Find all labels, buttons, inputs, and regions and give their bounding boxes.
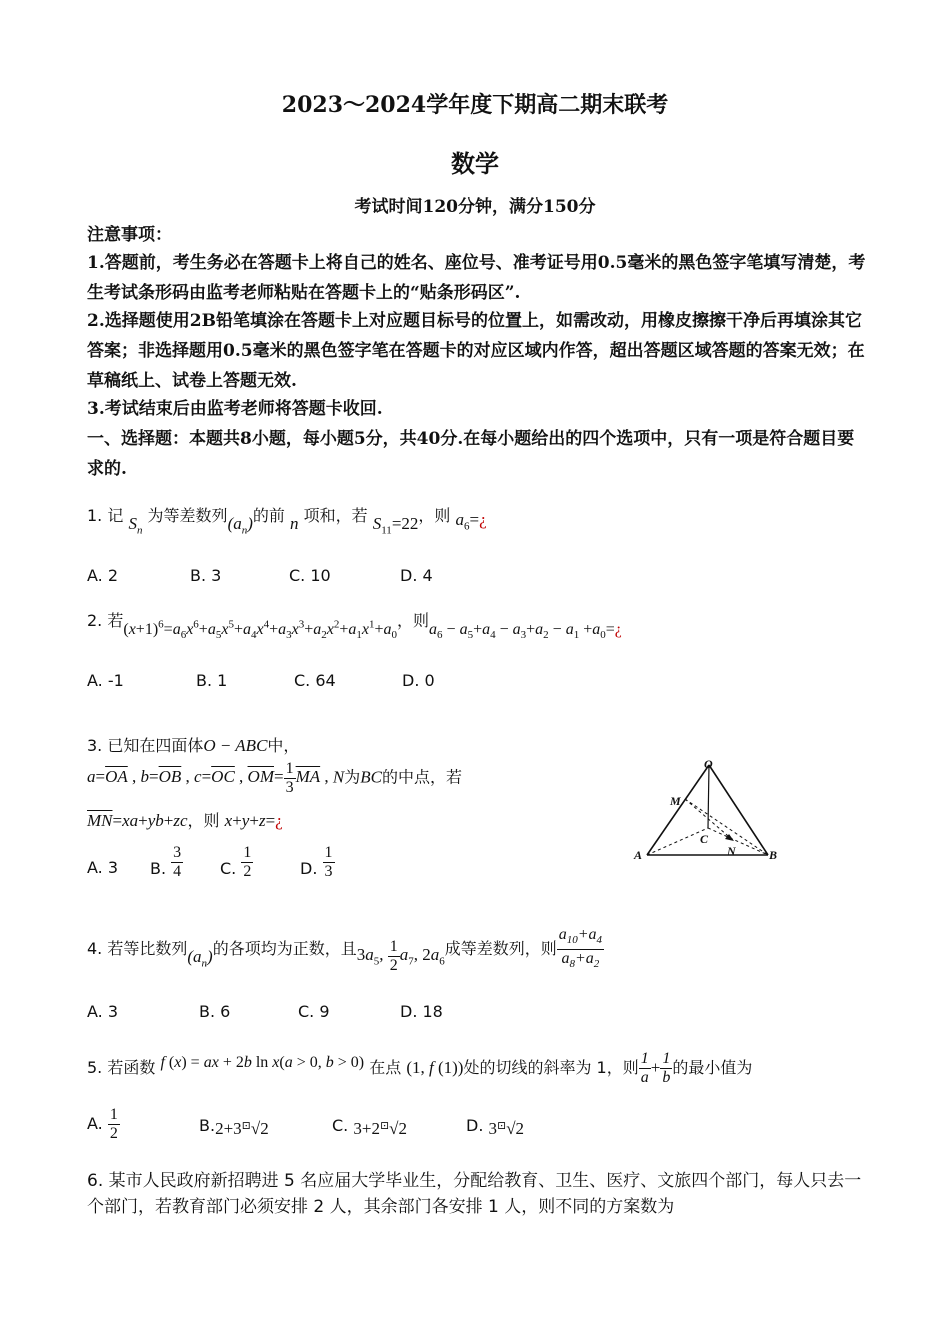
q2-t1: ，则	[397, 611, 430, 630]
q3-option-c[interactable]	[220, 844, 253, 881]
q3-lead: 3. 已知在四面体	[87, 736, 204, 755]
q5-point: (1, f (1))	[406, 1058, 464, 1077]
q3-frac-1-2: $\frac{1}{2}$	[243, 844, 252, 880]
q1-t2: 的前	[252, 506, 285, 525]
q3-option-a[interactable]: A. 3	[87, 858, 119, 877]
notice-heading: 注意事项：	[87, 225, 172, 245]
question-4	[87, 926, 604, 973]
q1-cond: $S_{11}=22$	[372, 514, 419, 537]
q3-frac-1-3b: $\frac{1}{3}$	[324, 844, 333, 880]
q4-option-a[interactable]: A. 3	[87, 1002, 119, 1021]
q4-t2: 成等差数列，则	[444, 939, 557, 959]
label-o: O	[704, 757, 713, 771]
q2-ask: $a_6 - a_5+a_4 - a_3+a_2 - a_1$ $+a_0=¿$	[429, 621, 622, 642]
q2-option-b[interactable]: B. 1	[196, 671, 228, 690]
q2-option-d[interactable]: D. 0	[402, 671, 435, 690]
q2-option-c[interactable]: C. 64	[294, 671, 336, 690]
q1-t3: 项和，若	[303, 506, 368, 525]
q3-mn: $\overline{MN}=xa+yb+zc$	[87, 811, 188, 830]
q3-n: N	[332, 767, 345, 787]
q1-t4: ，则	[418, 506, 451, 525]
question-3-line-1	[87, 733, 299, 756]
q5-t2: 处的切线的斜率为 1，则	[463, 1058, 639, 1077]
q4-option-d[interactable]: D. 18	[400, 1002, 443, 1021]
q4-t1: 的各项均为正数，且	[212, 939, 357, 959]
notice-item-2: 2.选择题使用2B铅笔填涂在答题卡上对应题目标号的位置上，如需改动，用橡皮擦擦干净后再填涂其它答案；非选择题用0.5毫米的黑色签字笔在答题卡的对应区域内作答，超出答题区域答题的答案无效；在草稿纸上、试卷上答题无效.	[87, 311, 865, 391]
q4-lead: 4. 若等比数列	[87, 939, 188, 959]
q5-sum: $\frac{1}{a}$	[640, 1050, 649, 1086]
label-m: M	[670, 794, 681, 808]
q2-option-a[interactable]: A. -1	[87, 671, 124, 690]
q4-an: $(a_n)$	[187, 947, 213, 970]
q3-bc: BC	[360, 767, 382, 787]
tetrahedron-figure	[628, 755, 788, 867]
q5-t3: 的最小值为	[672, 1058, 753, 1077]
subject-title: 数学	[451, 149, 499, 178]
q3-ask: x+y+z=¿	[224, 811, 283, 830]
question-2	[87, 608, 622, 642]
q5-t1: 在点	[369, 1058, 402, 1077]
edge-ob	[709, 765, 768, 855]
q3-frac-1-3: $\frac{1}{3}$	[285, 760, 294, 796]
q2-lead: 2. 若	[87, 611, 124, 630]
q1-t1: 为等差数列	[147, 506, 228, 525]
q3-t4: ，则	[187, 811, 220, 830]
q4-terms: $3a_5$, $\frac{1}{2}$ $a_7$, $2a_6$	[356, 937, 445, 974]
q5-frac-1-2: $\frac{1}{2}$	[109, 1106, 118, 1142]
question-3-line-2	[87, 760, 462, 797]
q4-ratio: $\frac{a_{10}+a_4}{a_8+a_2}$	[558, 926, 603, 971]
notice-item-3: 3.考试结束后由监考老师将答题卡收回.	[87, 399, 383, 419]
q1-option-d[interactable]: D. 4	[400, 566, 433, 585]
q3-t1: 中，	[267, 736, 300, 755]
q1-sn: $S_n$	[128, 514, 143, 537]
exam-info: 考试时间120分钟，满分150分	[354, 197, 596, 217]
q1-option-b[interactable]: B. 3	[190, 566, 222, 585]
q5-lead: 5. 若函数	[87, 1058, 156, 1077]
label-a: A	[634, 848, 643, 862]
label-c: C	[700, 832, 709, 846]
q3-option-b-label: B.	[150, 859, 167, 878]
q1-ask: $a_6=¿$	[455, 510, 487, 533]
q5-option-a[interactable]	[87, 1106, 120, 1143]
question-6: 6. 某市人民政府新招聘进 5 名应届大学毕业生，分配给教育、卫生、医疗、文旅四个部门，每人只去一个部门，若教育部门必须安排 2 人，其余部门各安排 1 人，则不同的方案数为	[87, 1171, 862, 1217]
q1-an: $(a_n)$	[227, 514, 253, 537]
q3-frac-3-4: $\frac{3}{4}$	[173, 844, 182, 880]
q3-option-c-label: C.	[220, 859, 237, 878]
q3-option-d-label: D.	[300, 859, 318, 878]
exam-title: 2023～2024学年度下期高二期末联考	[281, 92, 669, 118]
q3-t2: 为	[344, 767, 361, 787]
q5-option-c-label: C.	[332, 1116, 349, 1135]
q5-option-b[interactable]: B.2+3⊡√2	[199, 1116, 269, 1138]
q5-option-d-label: D.	[466, 1116, 484, 1135]
notice-item-1: 1.答题前，考生务必在答题卡上将自己的姓名、座位号、准考证号用0.5毫米的黑色签字笔填写清楚，考生考试条形码由监考老师粘贴在答题卡上的“贴条形码区”.	[87, 253, 866, 303]
section-1-heading: 一、选择题：本题共8小题，每小题5分，共40分.在每小题给出的四个选项中，只有一项是符合题目要求的.	[87, 429, 855, 479]
q5-option-d[interactable]: D. 3⊡√2	[466, 1116, 525, 1138]
q1-lead: 1. 记	[87, 506, 124, 525]
question-5: 5. 若函数 f (x) = ax + 2b ln x(a > 0, b > 0) 在点 (1, f (1))处的切线的斜率为 1，则 $\frac{1}{a}$ + $\frac{1}{b}$ 的最小值为	[87, 1050, 753, 1086]
q3-t3: 的中点，若	[381, 767, 462, 787]
q1-n: n	[290, 514, 299, 533]
q5-option-a-label: A.	[87, 1114, 103, 1133]
label-n: N	[727, 844, 736, 858]
q5-function: f (x) = ax + 2b ln x(a > 0, b > 0)	[160, 1054, 365, 1071]
q4-option-b[interactable]: B. 6	[199, 1002, 231, 1021]
q1-option-c[interactable]: C. 10	[289, 566, 331, 585]
q3-option-b[interactable]	[150, 844, 183, 881]
q3-option-d[interactable]	[300, 844, 335, 881]
question-1	[87, 503, 487, 537]
q5-option-b-label: B.	[199, 1116, 216, 1135]
q5-option-c[interactable]: C. 3+2⊡√2	[332, 1116, 408, 1138]
q1-option-a[interactable]: A. 2	[87, 566, 119, 585]
question-3-line-3	[87, 808, 283, 831]
label-b: B	[769, 848, 778, 862]
q4-option-c[interactable]: C. 9	[298, 1002, 330, 1021]
q2-expansion: $(x+1)^6=a_6x^6+a_5x^5+a_4x^4+a_3x^3+a_2x^2+a_1x^1+a_0$	[123, 618, 398, 642]
q3-tetra: O − ABC	[203, 736, 268, 755]
q3-vectors: $a=\overline{OA}$ , $b=\overline{OB}$ , $c=\overline{OC}$ , $\overline{OM}=$ $\frac{1}{3}$ $\overline{MA}$ ,	[87, 760, 333, 796]
